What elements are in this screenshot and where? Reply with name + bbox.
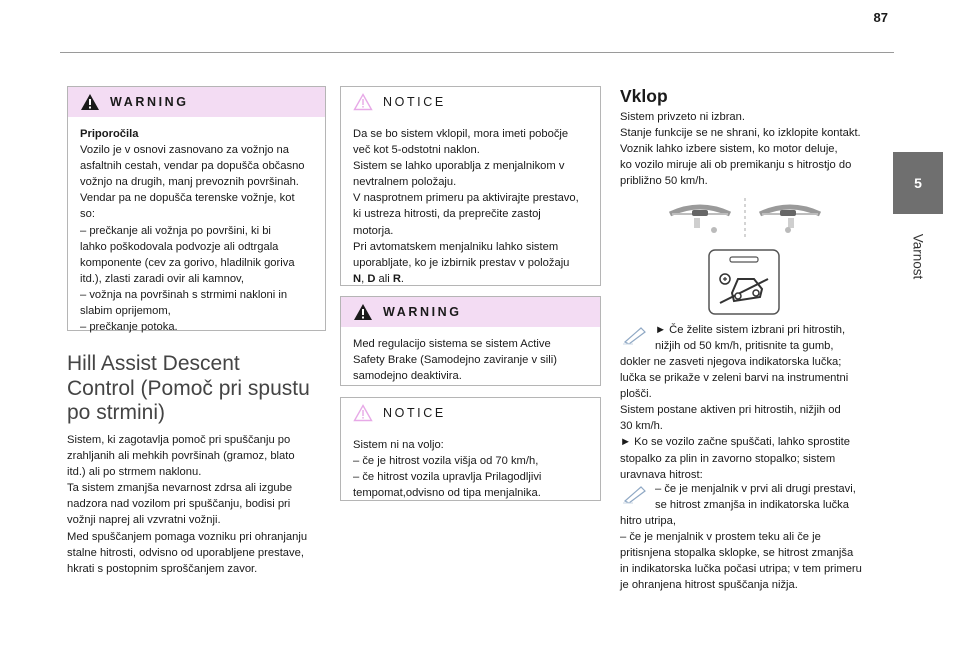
warning-triangle-icon bbox=[80, 93, 100, 111]
warning-title: WARNING bbox=[110, 95, 189, 109]
step-line: ► Ko se vozilo začne spuščati, lahko sprostite bbox=[620, 436, 850, 449]
step-line: hitro utripa, bbox=[620, 515, 676, 527]
notice-title: NOTICE bbox=[383, 95, 446, 109]
notice-line: Sistem se lahko uporablja z menjalnikom v bbox=[353, 160, 565, 173]
vklop-intro bbox=[620, 109, 892, 189]
notice-body bbox=[341, 428, 600, 509]
top-divider bbox=[60, 52, 894, 53]
warning-line: lahko poškodovala podvozje ali odtrgala bbox=[80, 240, 279, 253]
chapter-label-text: Varnost bbox=[910, 233, 926, 279]
notice-line: Sistem ni na voljo: bbox=[353, 439, 444, 451]
desc-line: nadzora nad vozilom pri spuščanju, bodisi pri bbox=[67, 498, 291, 511]
desc-line: itd.) ali po strmem naklonu. bbox=[67, 466, 202, 479]
step-line: plošči. bbox=[620, 388, 652, 401]
step-line: ► Če želite sistem izbrani pri hitrostih, bbox=[655, 324, 846, 336]
gear-sep: , bbox=[361, 272, 368, 285]
step-line: – če je menjalnik v prvi ali drugi prestavi, bbox=[655, 483, 856, 495]
warning-line: Safety Brake (Samodejno zaviranje v sili) bbox=[353, 354, 557, 367]
desc-line: hkrati s postopnim sproščanjem zavor. bbox=[67, 562, 258, 575]
desc-line: zrahljanih ali mehkih površinah (gramoz, blato bbox=[67, 450, 295, 463]
desc-line: Sistem, ki zagotavlja pomoč pri spuščanju po bbox=[67, 434, 291, 446]
notice-line-gears bbox=[353, 271, 588, 287]
gear-d: D bbox=[367, 272, 376, 285]
notice-line: ki ustreza hitrosti, da preprečite zastoj bbox=[353, 208, 541, 221]
warning-line: – vožnja na površinah s strmimi nakloni in bbox=[80, 288, 288, 301]
step-line: in indikatorska lučka počasi utripa; v tem primeru bbox=[620, 563, 862, 576]
warning-line: itd.), zlasti zaradi ovir ali kamnov, bbox=[80, 272, 244, 285]
warning-body bbox=[341, 327, 600, 392]
heading-line: po strmini) bbox=[67, 401, 166, 424]
gear-sep: ali bbox=[375, 272, 393, 285]
warning-title: WARNING bbox=[383, 305, 462, 319]
notice-line: – če je hitrost vozila višja od 70 km/h, bbox=[353, 455, 539, 468]
intro-line: približno 50 km/h. bbox=[620, 175, 708, 188]
step-line: pritisnjena stopalka sklopke, se hitrost zmanjša bbox=[620, 547, 854, 560]
page-number: 87 bbox=[873, 10, 888, 25]
notice-body bbox=[341, 117, 600, 295]
desc-line: Ta sistem zmanjša nevarnost zdrsa ali izgube bbox=[67, 482, 293, 495]
desc-line: Med spuščanjem pomaga vozniku pri ohranjanju bbox=[67, 530, 308, 543]
desc-line: stalne hitrosti, odvisno od uporabljene prestave, bbox=[67, 546, 304, 559]
notice-line: tempomat,odvisno od tipa menjalnika. bbox=[353, 487, 541, 500]
warning-triangle-icon bbox=[353, 303, 373, 321]
warning-line: komponente (cev za gorivo, hladilnik goriva bbox=[80, 256, 295, 269]
heading-line: Control (Pomoč pri spustu bbox=[67, 376, 310, 400]
step-line: lučka se prikaže v zeleni barvi na instrumentni bbox=[620, 372, 849, 385]
section-heading-hill-assist bbox=[67, 352, 329, 426]
gear-end: . bbox=[400, 272, 405, 285]
notice-triangle-icon bbox=[353, 404, 373, 422]
pencil-icon bbox=[621, 322, 649, 346]
step-line: je ohranjena hitrost spuščanja nižja. bbox=[620, 579, 798, 592]
warning-line: so: bbox=[80, 208, 95, 221]
vklop-step1 bbox=[620, 354, 895, 483]
heading-line: Hill Assist Descent bbox=[67, 352, 240, 375]
step-line: se hitrost zmanjša in indikatorska lučka bbox=[655, 499, 850, 512]
notice-header bbox=[341, 398, 600, 428]
vklop-step1-indented bbox=[655, 322, 895, 354]
step-line: dokler ne zasveti njegova indikatorska lučka; bbox=[620, 356, 842, 368]
intro-line: ko vozilo miruje ali ob premikanju s hitrostjo do bbox=[620, 159, 852, 172]
warning-header bbox=[68, 87, 325, 117]
notice-header bbox=[341, 87, 600, 117]
notice-box-activation bbox=[340, 86, 601, 286]
notice-title: NOTICE bbox=[383, 406, 446, 420]
warning-line: Vozilo je v osnovi zasnovano za vožnjo na bbox=[80, 144, 289, 157]
warning-box-recommendations bbox=[67, 86, 326, 334]
warning-box-active-safety-brake bbox=[340, 296, 601, 386]
warning-line: – prečkanje potoka. bbox=[80, 321, 178, 334]
notice-line: – če hitrost vozila upravlja Prilagodljivi bbox=[353, 471, 542, 484]
intro-line: Stanje funkcije se ne shrani, ko izklopite kontakt. bbox=[620, 127, 861, 140]
hill-descent-button-icon[interactable] bbox=[708, 249, 780, 315]
chapter-label bbox=[894, 216, 942, 296]
step-line: stopalko za plin in zavorno stopalko; sistem bbox=[620, 452, 836, 465]
warning-line: – prečkanje ali vožnja po površini, ki bi bbox=[80, 224, 271, 237]
warning-line: samodejno deaktivira. bbox=[353, 370, 462, 383]
warning-line: asfaltnih cestah, vendar pa dopušča občasno bbox=[80, 160, 305, 173]
pencil-icon bbox=[621, 481, 649, 505]
intro-line: Sistem privzeto ni izbran. bbox=[620, 111, 745, 123]
notice-box-unavailable bbox=[340, 397, 601, 501]
warning-header bbox=[341, 297, 600, 327]
step-line: nižjih od 50 km/h, pritisnite ta gumb, bbox=[655, 340, 834, 353]
steering-wheel-icon bbox=[760, 207, 820, 233]
notice-line: Pri avtomatskem menjalniku lahko sistem bbox=[353, 240, 559, 253]
notice-triangle-icon bbox=[353, 93, 373, 111]
warning-line: slabim oprijemom, bbox=[80, 305, 171, 318]
hill-assist-description bbox=[67, 432, 332, 577]
steering-wheel-illustration bbox=[666, 196, 824, 240]
notice-line: V nasprotnem primeru pa aktivirajte prestavo, bbox=[353, 192, 579, 205]
notice-line: uporabljate, ko je izbirnik prestav v položaju bbox=[353, 256, 570, 269]
step-line: Sistem postane aktiven pri hitrostih, nižjih od bbox=[620, 404, 841, 417]
step-line: 30 km/h. bbox=[620, 420, 663, 433]
warning-line: vožnjo na drugih, manj prevoznih površinah. bbox=[80, 176, 299, 189]
gear-n: N bbox=[353, 272, 362, 285]
desc-line: vožnji naprej ali vzvratni vožnji. bbox=[67, 514, 221, 527]
warning-lead: Priporočila bbox=[80, 128, 139, 140]
warning-line: Vendar pa ne dopušča terenske vožnje, kot bbox=[80, 192, 295, 205]
notice-line: Da se bo sistem vklopil, mora imeti pobočje bbox=[353, 128, 569, 140]
step-line: uravnava hitrost: bbox=[620, 468, 703, 481]
notice-line: nevtralnem položaju. bbox=[353, 176, 457, 189]
notice-line: več kot 5-odstotni naklon. bbox=[353, 144, 480, 157]
vklop-step2-indented bbox=[655, 481, 895, 513]
warning-body bbox=[68, 117, 325, 343]
step-line: – če je menjalnik v prostem teku ali če je bbox=[620, 531, 821, 544]
intro-line: Voznik lahko izbere sistem, ko motor deluje, bbox=[620, 143, 838, 156]
section-heading-vklop: Vklop bbox=[620, 86, 668, 106]
warning-line: Med regulacijo sistema se sistem Active bbox=[353, 338, 551, 350]
notice-line: motorja. bbox=[353, 224, 394, 237]
vklop-step2 bbox=[620, 513, 895, 593]
steering-wheel-icon bbox=[670, 207, 730, 233]
chapter-tab[interactable]: 5 bbox=[893, 152, 943, 214]
gear-r: R bbox=[392, 272, 401, 285]
